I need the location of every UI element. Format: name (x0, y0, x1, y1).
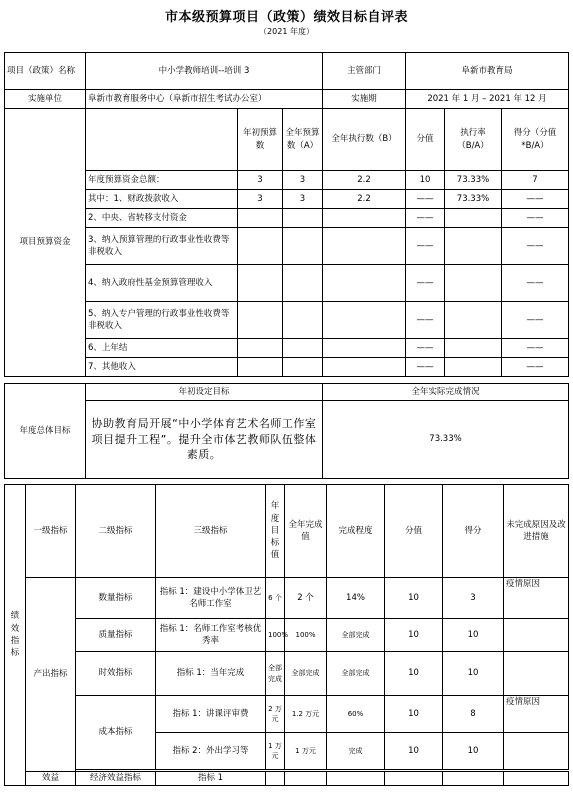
cell-rate (445, 209, 502, 228)
page-title: 市本级预算项目（政策）绩效目标自评表 (164, 10, 408, 25)
header-reason: 未完成原因及改进措施 (504, 485, 569, 578)
cell-initial: 3 (238, 171, 283, 190)
table-row (5, 265, 569, 302)
cell-executed: 2.2 (323, 190, 406, 209)
indicators-table (4, 484, 569, 786)
cell-initial (238, 228, 283, 265)
cell-annual: 3 (283, 190, 323, 209)
cell-reason: 疫情原因 (504, 696, 569, 733)
cell-rate (445, 265, 502, 302)
cell-initial (238, 339, 283, 358)
cell-level3: 指标 1：讲课评审费 (156, 696, 266, 733)
goals-set-text: 协助教育局开展“中小学体育艺术名师工作室项目提升工程”。提升全市体艺教师队伍整体素质。 (86, 401, 323, 479)
benefit-indicator-label: 效益 (26, 772, 76, 786)
row-label: 6、上年结 (86, 339, 238, 358)
cell-points: —— (502, 190, 569, 209)
cell-initial (238, 302, 283, 339)
cell-annual: 3 (283, 171, 323, 190)
cell-score: —— (406, 339, 445, 358)
cell-points (443, 772, 504, 786)
header-level3: 三级指标 (156, 485, 266, 578)
cell-level2: 经济效益指标 (76, 772, 156, 786)
cell-completed: 2 个 (285, 578, 327, 619)
cell-target (266, 772, 285, 786)
cell-executed (323, 209, 406, 228)
table-row (5, 772, 569, 786)
cell-executed: 2.2 (323, 171, 406, 190)
period-label: 实施期 (323, 90, 406, 109)
cell-points: —— (502, 302, 569, 339)
table-row (5, 619, 569, 652)
output-indicator-label: 产出指标 (26, 578, 76, 772)
cell-degree: 14% (327, 578, 385, 619)
cell-points: —— (502, 339, 569, 358)
cell-score: 10 (385, 652, 443, 696)
row-label: 其中：1、财政拨款收入 (86, 190, 238, 209)
cell-level2: 质量指标 (76, 619, 156, 652)
cell-score: 10 (406, 171, 445, 190)
table-row (5, 228, 569, 265)
cell-points: —— (502, 265, 569, 302)
header-completed: 全年完成值 (285, 485, 327, 578)
cell-score: —— (406, 190, 445, 209)
header-score: 分值 (385, 485, 443, 578)
cell-level3: 指标 2：外出学习等 (156, 733, 266, 770)
cell-score (385, 772, 443, 786)
row-label: 4、纳入政府性基金预算管理收入 (86, 265, 238, 302)
cell-executed (323, 358, 406, 377)
cell-reason (504, 772, 569, 786)
period-value: 2021 年 1 月 – 2021 年 12 月 (406, 90, 569, 109)
cell-degree: 60% (327, 696, 385, 733)
cell-completed: 全部完成 (285, 652, 327, 696)
budget-section-label: 项目预算资金 (5, 109, 86, 377)
unit-label: 实施单位 (5, 90, 86, 109)
cell-points: —— (502, 209, 569, 228)
cell-score: —— (406, 265, 445, 302)
cell-degree: 全部完成 (327, 619, 385, 652)
cell-rate (445, 358, 502, 377)
table-row (5, 209, 569, 228)
row-label: 7、其他收入 (86, 358, 238, 377)
col-header-executed: 全年执行数（B） (323, 109, 406, 171)
cell-reason (504, 652, 569, 696)
cell-degree (327, 772, 385, 786)
header-target: 年度目标值 (266, 485, 285, 578)
cell-level2: 数量指标 (76, 578, 156, 619)
cell-score: —— (406, 302, 445, 339)
header-level1: 一级指标 (26, 485, 76, 578)
cell-level3: 指标 1 (156, 772, 266, 786)
cell-completed (285, 772, 327, 786)
year-subtitle: （2021 年度） (259, 27, 314, 36)
cell-rate (445, 228, 502, 265)
table-row (5, 302, 569, 339)
dept-label: 主管部门 (323, 53, 406, 90)
cell-points: —— (502, 228, 569, 265)
cell-reason: 疫情原因 (504, 578, 569, 619)
project-name-label: 项目（政策）名称 (5, 53, 86, 90)
cell-points: 7 (502, 171, 569, 190)
cell-score: 10 (385, 578, 443, 619)
budget-table (4, 108, 569, 377)
cell-initial: 3 (238, 190, 283, 209)
cell-points: 10 (443, 652, 504, 696)
unit-value: 阜新市教育服务中心（阜新市招生考试办公室） (86, 90, 323, 109)
cell-score: —— (406, 209, 445, 228)
cell-level3: 指标 1：建设中小学体卫艺名师工作室 (156, 578, 266, 619)
cell-initial (238, 265, 283, 302)
row-label: 3、纳入预算管理的行政事业性收费等非税收入 (86, 228, 238, 265)
table-row (5, 578, 569, 619)
col-header-annual: 全年预算数（A） (283, 109, 323, 171)
cell-annual (283, 358, 323, 377)
cell-level3: 指标 1：名师工作室考核优秀率 (156, 619, 266, 652)
cell-rate: 73.33% (445, 190, 502, 209)
cell-points: —— (502, 358, 569, 377)
cell-executed (323, 339, 406, 358)
cell-executed (323, 302, 406, 339)
cell-rate (445, 302, 502, 339)
cell-annual (283, 209, 323, 228)
project-name-value: 中小学教师培训--培训 3 (86, 53, 323, 90)
row-label: 5、纳入专户管理的行政事业性收费等非税收入 (86, 302, 238, 339)
cell-target: 6 个 (266, 578, 285, 619)
goals-set-label: 年初设定目标 (86, 384, 323, 401)
col-header-initial: 年初预算数 (238, 109, 283, 171)
goals-section-label: 年度总体目标 (5, 384, 86, 479)
cell-annual (283, 228, 323, 265)
table-row (5, 171, 569, 190)
col-header-points: 得分（分值*B/A） (502, 109, 569, 171)
cell-completed: 1.2 万元 (285, 696, 327, 733)
cell-points: 3 (443, 578, 504, 619)
cell-annual (283, 302, 323, 339)
cell-reason (504, 619, 569, 652)
cell-points: 10 (443, 619, 504, 652)
cell-points: 10 (443, 733, 504, 770)
table-row (5, 696, 569, 733)
cell-reason (504, 733, 569, 770)
cell-level2: 成本指标 (76, 696, 156, 770)
row-label: 2、中央、省转移支付资金 (86, 209, 238, 228)
cell-annual (283, 265, 323, 302)
cell-annual (283, 339, 323, 358)
cell-degree: 全部完成 (327, 652, 385, 696)
cell-level2: 时效指标 (76, 652, 156, 696)
table-row (5, 652, 569, 696)
cell-score: 10 (385, 733, 443, 770)
cell-score: 10 (385, 619, 443, 652)
cell-score: 10 (385, 696, 443, 733)
header-points: 得分 (443, 485, 504, 578)
indicators-section-label: 绩效指标 (5, 485, 26, 786)
row-label: 年度预算资金总额： (86, 171, 238, 190)
header-level2: 二级指标 (76, 485, 156, 578)
table-row (5, 190, 569, 209)
cell-level3: 指标 1：当年完成 (156, 652, 266, 696)
col-header-score: 分值 (406, 109, 445, 171)
cell-executed (323, 228, 406, 265)
cell-score: —— (406, 358, 445, 377)
info-table (4, 52, 569, 109)
goals-table (4, 383, 569, 479)
cell-score: —— (406, 228, 445, 265)
table-row (5, 339, 569, 358)
cell-initial (238, 209, 283, 228)
cell-completed: 1 万元 (285, 733, 327, 770)
header-degree: 完成程度 (327, 485, 385, 578)
cell-points: 8 (443, 696, 504, 733)
cell-executed (323, 265, 406, 302)
col-header-rate: 执行率（B/A） (445, 109, 502, 171)
cell-target: 2 万元 (266, 696, 285, 733)
dept-value: 阜新市教育局 (406, 53, 569, 90)
cell-target: 全部完成 (266, 652, 285, 696)
cell-target: 100% (266, 619, 285, 652)
cell-rate (445, 339, 502, 358)
cell-degree: 完成 (327, 733, 385, 770)
cell-target: 1 万元 (266, 733, 285, 770)
cell-initial (238, 358, 283, 377)
table-row (5, 358, 569, 377)
cell-rate: 73.33% (445, 171, 502, 190)
goals-actual-label: 全年实际完成情况 (323, 384, 569, 401)
cell-completed: 100% (285, 619, 327, 652)
goals-actual-text: 73.33% (323, 401, 569, 479)
